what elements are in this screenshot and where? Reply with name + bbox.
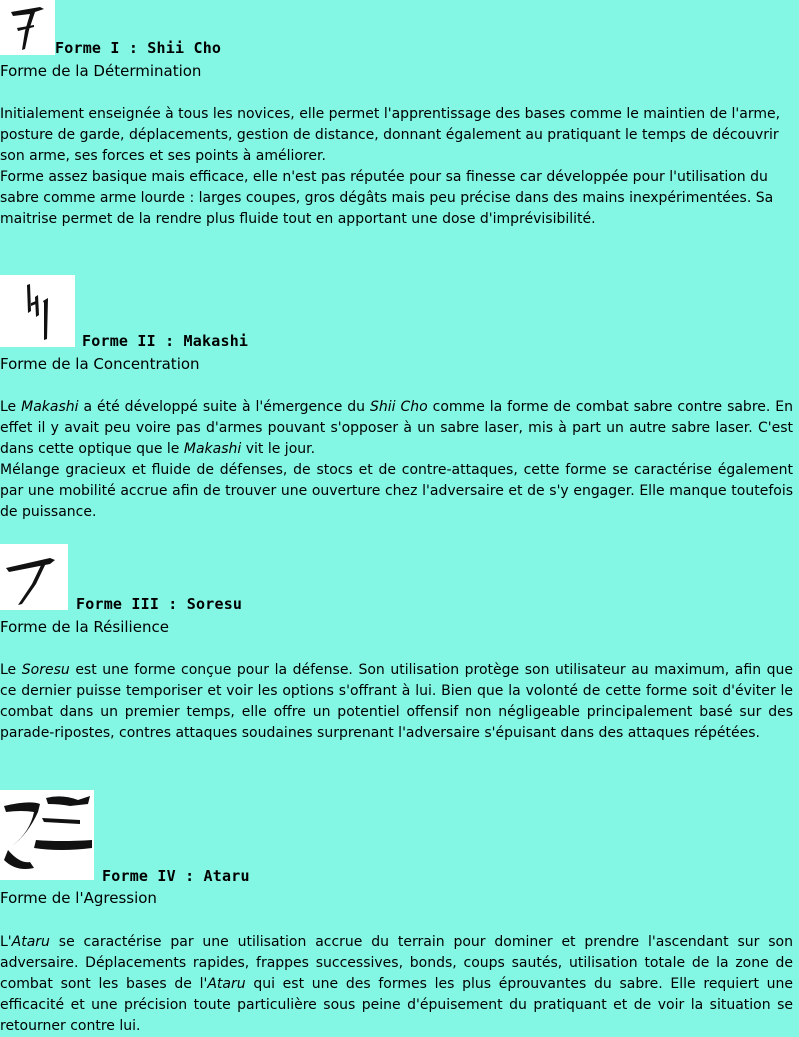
form-subtitle: Forme de la Résilience xyxy=(0,618,169,636)
form-description xyxy=(0,104,793,230)
paragraph: Le Makashi a été développé suite à l'émergence du Shii Cho comme la forme de combat sabre contre sabre. En effet il y avait peu voire pas d'armes pouvant s'opposer à un sabre laser, mis à part un autre sabre laser. C'est dans cette optique que le Makashi vit le jour. xyxy=(0,399,794,457)
paragraph: Forme assez basique mais efficace, elle n'est pas réputée pour sa finesse car développée pour l'utilisation du sabre comme arme lourde : larges coupes, gros dégâts mais peu précise dans des mains inexpérimentées. Sa maitrise permet de la rendre plus fluide tout en apportant une dose d'imprévisibilité. xyxy=(0,169,774,227)
form-title: Forme II : Makashi xyxy=(82,332,249,350)
form-subtitle: Forme de la Concentration xyxy=(0,355,200,373)
form-description xyxy=(0,932,793,1037)
paragraph: Le Soresu est une forme conçue pour la défense. Son utilisation protège son utilisateur au maximum, afin que ce dernier puisse temporiser et voir les options s'offrant à lui. Bien que la volonté de cette forme soit d'éviter le combat dans un premier temps, elle offre un potentiel offensif non négligeable principalement basé sur des parade-ripostes, contres attaques soudaines surprenant l'adversaire s'épuisant dans des attaques répétées. xyxy=(0,662,794,741)
paragraph: Mélange gracieux et fluide de défenses, de stocs et de contre-attaques, cette forme se caractérise également par une mobilité accrue afin de trouver une ouverture chez l'adversaire et de s'y engager. Elle manque toutefois de puissance. xyxy=(0,462,793,520)
form-title: Forme III : Soresu xyxy=(76,595,243,613)
paragraph: L'Ataru se caractérise par une utilisation accrue du terrain pour dominer et prendre l'ascendant sur son adversaire. Déplacements rapides, frappes successives, bonds, coups sautés, utilisation totale de la zone de combat sont les bases de l'Ataru qui est une des formes les plus éprouvantes du sabre. Elle requiert une efficacité et une précision toute particulière sous peine d'épuisement du pratiquant et de voir la situation se retourner contre lui. xyxy=(0,934,794,1034)
form-title: Forme I : Shii Cho xyxy=(55,39,222,57)
shii-cho-glyph-icon xyxy=(0,0,55,55)
form-description xyxy=(0,660,793,744)
soresu-glyph-icon xyxy=(0,544,68,610)
form-title: Forme IV : Ataru xyxy=(102,867,250,885)
form-description xyxy=(0,397,793,523)
form-subtitle: Forme de l'Agression xyxy=(0,889,157,907)
makashi-glyph-icon xyxy=(0,275,75,347)
ataru-glyph-icon xyxy=(0,790,94,880)
paragraph: Initialement enseignée à tous les novices, elle permet l'apprentissage des bases comme le maintien de l'arme, posture de garde, déplacements, gestion de distance, donnant également au pratiquant le temps de découvrir son arme, ses forces et ses points à améliorer. xyxy=(0,106,781,164)
form-subtitle: Forme de la Détermination xyxy=(0,62,202,80)
